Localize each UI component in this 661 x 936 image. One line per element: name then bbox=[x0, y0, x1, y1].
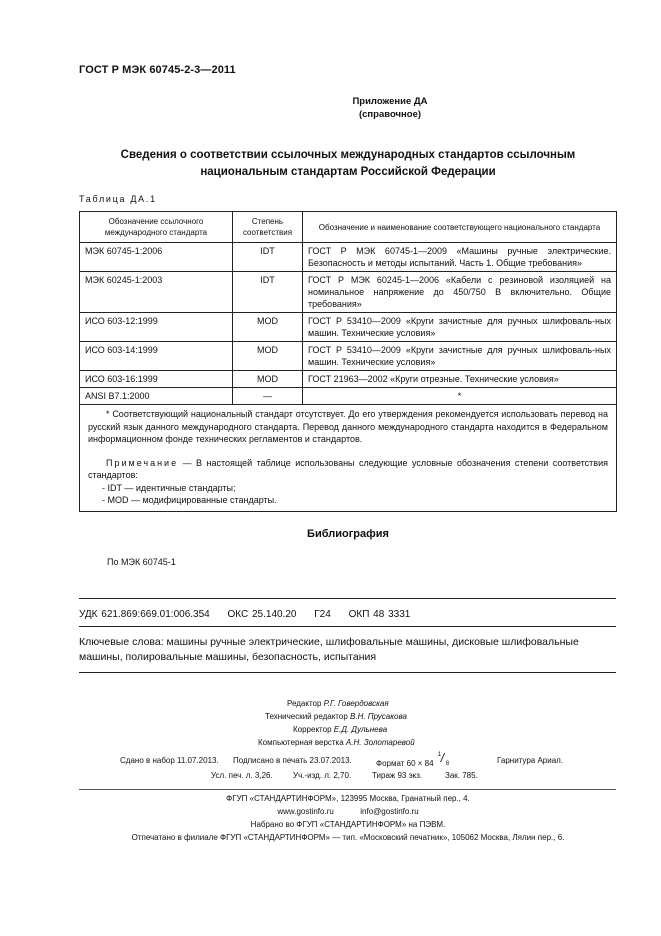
okp-code: ОКП 48 3331 bbox=[348, 609, 411, 620]
bibliography-item: По МЭК 60745-1 bbox=[107, 557, 176, 567]
cell-reference: ИСО 603-12:1999 bbox=[80, 313, 233, 342]
divider-imprint bbox=[79, 789, 616, 790]
signed-date: Подписано в печать 23.07.2013. bbox=[233, 756, 352, 765]
cell-national: * bbox=[303, 388, 617, 405]
tech-editor-label: Технический редактор bbox=[265, 712, 348, 721]
note-item-mod: - MOD — модифицированные стандарты. bbox=[102, 495, 277, 505]
imprint-typeset: Набрано во ФГУП «СТАНДАРТИНФОРМ» на ПЭВМ. bbox=[250, 820, 446, 829]
submitted-date: Сдано в набор 11.07.2013. bbox=[120, 756, 219, 765]
cell-reference: МЭК 60245-1:2003 bbox=[80, 272, 233, 313]
printed-sheets: Усл. печ. л. 3,26. bbox=[211, 771, 273, 780]
credit-tech-editor bbox=[265, 710, 407, 723]
format-fraction: 1 / 8 bbox=[437, 751, 450, 767]
table-row bbox=[80, 388, 617, 405]
note-text: — В настоящей таблице использованы следующие условные обозначения степени соответствия стандартов: bbox=[88, 457, 608, 480]
table-row bbox=[80, 272, 617, 313]
cell-national: ГОСТ Р 53410—2009 «Круги зачистные для ручных шлифоваль-ных машин. Технические условия» bbox=[303, 342, 617, 371]
header-reference: Обозначение ссылочного международного стандарта bbox=[80, 212, 233, 243]
cell-national: ГОСТ Р 53410—2009 «Круги зачистные для ручных шлифоваль-ных машин. Технические условия» bbox=[303, 313, 617, 342]
cell-reference: МЭК 60745-1:2006 bbox=[80, 243, 233, 272]
table-row bbox=[80, 313, 617, 342]
credit-proofreader bbox=[293, 723, 387, 736]
table-caption: Таблица ДА.1 bbox=[79, 194, 157, 204]
classification-line bbox=[79, 609, 424, 620]
cell-reference: ИСО 603-16:1999 bbox=[80, 371, 233, 388]
imprint-website[interactable]: www.gostinfo.ru bbox=[277, 807, 334, 816]
note-item-idt: - IDT — идентичные стандарты; bbox=[102, 482, 236, 493]
proofreader-name: Е.Д. Дульнева bbox=[333, 725, 388, 734]
editor-label: Редактор bbox=[287, 699, 322, 708]
udc-code: УДК 621.869:669.01:006.354 bbox=[79, 609, 210, 620]
layout-label: Компьютерная верстка bbox=[258, 738, 344, 747]
header-degree: Степень соответствия bbox=[233, 212, 303, 243]
cell-reference: ИСО 603-14:1999 bbox=[80, 342, 233, 371]
section-title-line-2: национальным стандартам Российской Федерации bbox=[200, 166, 496, 178]
tech-editor-name: В.Н. Прусакова bbox=[350, 712, 407, 721]
cell-degree: MOD bbox=[233, 313, 303, 342]
credit-editor bbox=[287, 697, 389, 710]
footnote-text: * Соответствующий национальный стандарт отсутствует. До его утверждения рекомендуется использовать перевод на русский язык данного международного стандарта. Перевод данного международного стандарта находится в Федеральном информационном фонде технических регламентов и стандартов. bbox=[88, 409, 608, 444]
annex-title: Приложение ДА bbox=[352, 96, 428, 107]
order-number: Зак. 785. bbox=[445, 771, 478, 780]
table-row bbox=[80, 342, 617, 371]
annex-note: (справочное) bbox=[358, 109, 422, 120]
cell-national: ГОСТ 21963—2002 «Круги отрезные. Технические условия» bbox=[303, 371, 617, 388]
cell-national: ГОСТ Р МЭК 60745-1—2009 «Машины ручные электрические. Безопасность и методы испытаний. Часть 1. Общие требования» bbox=[303, 243, 617, 272]
typeface: Гарнитура Ариал. bbox=[497, 756, 564, 765]
cell-degree: — bbox=[233, 388, 303, 405]
cell-degree: IDT bbox=[233, 272, 303, 313]
keywords: Ключевые слова: машины ручные электрические, шлифовальные машины, дисковые шлифовальные машины, полировальные машины, безопасность, испытания bbox=[79, 636, 579, 663]
imprint-contacts bbox=[80, 805, 616, 818]
cell-degree: MOD bbox=[233, 371, 303, 388]
imprint-email[interactable]: info@gostinfo.ru bbox=[360, 807, 419, 816]
divider-top bbox=[79, 598, 616, 599]
table-header-row bbox=[80, 212, 617, 243]
cell-degree: IDT bbox=[233, 243, 303, 272]
note-paragraph bbox=[88, 457, 608, 482]
paper-format: Формат 60 × 84 1 / 8 bbox=[376, 756, 452, 768]
imprint-publisher: ФГУП «СТАНДАРТИНФОРМ», 123995 Москва, Гранатный пер., 4. bbox=[226, 794, 470, 803]
layout-name: А.Н. Золотаревой bbox=[345, 738, 415, 747]
section-title bbox=[80, 147, 616, 181]
imprint-printed: Отпечатано в филиале ФГУП «СТАНДАРТИНФОРМ» — тип. «Московский печатник», 105062 Москва, Лялин пер., 6. bbox=[131, 833, 565, 842]
table-footer-row bbox=[80, 405, 617, 512]
cell-degree: MOD bbox=[233, 342, 303, 371]
bibliography-title: Библиография bbox=[307, 528, 389, 540]
table-notes bbox=[80, 405, 617, 512]
table-row bbox=[80, 371, 617, 388]
divider-bottom bbox=[79, 672, 616, 673]
proofreader-label: Корректор bbox=[293, 725, 332, 734]
divider-mid bbox=[79, 626, 616, 627]
editor-name: Р.Г. Говердовская bbox=[323, 699, 389, 708]
publishing-sheets: Уч.-изд. л. 2,70. bbox=[293, 771, 352, 780]
table-row bbox=[80, 243, 617, 272]
imprint bbox=[80, 792, 616, 852]
annex-heading bbox=[230, 95, 550, 121]
section-title-line-1: Сведения о соответствии ссылочных международных стандартов ссылочным bbox=[120, 149, 576, 161]
cell-reference: ANSI B7.1:2000 bbox=[80, 388, 233, 405]
header-national: Обозначение и наименование соответствующего национального стандарта bbox=[303, 212, 617, 243]
credit-layout bbox=[258, 736, 415, 749]
print-info bbox=[0, 753, 661, 787]
print-run: Тираж 93 экз. bbox=[372, 771, 423, 780]
oks-code: ОКС 25.140.20 bbox=[227, 609, 297, 620]
document-code: ГОСТ Р МЭК 60745-2-3—2011 bbox=[79, 64, 236, 76]
note-label: Примечание bbox=[106, 457, 179, 468]
cell-national: ГОСТ Р МЭК 60245-1—2006 «Кабели с резиновой изоляцией на номинальное напряжение до 450/750 В включительно. Общие требования» bbox=[303, 272, 617, 313]
group-code: Г24 bbox=[314, 609, 331, 620]
correspondence-table bbox=[79, 211, 617, 512]
